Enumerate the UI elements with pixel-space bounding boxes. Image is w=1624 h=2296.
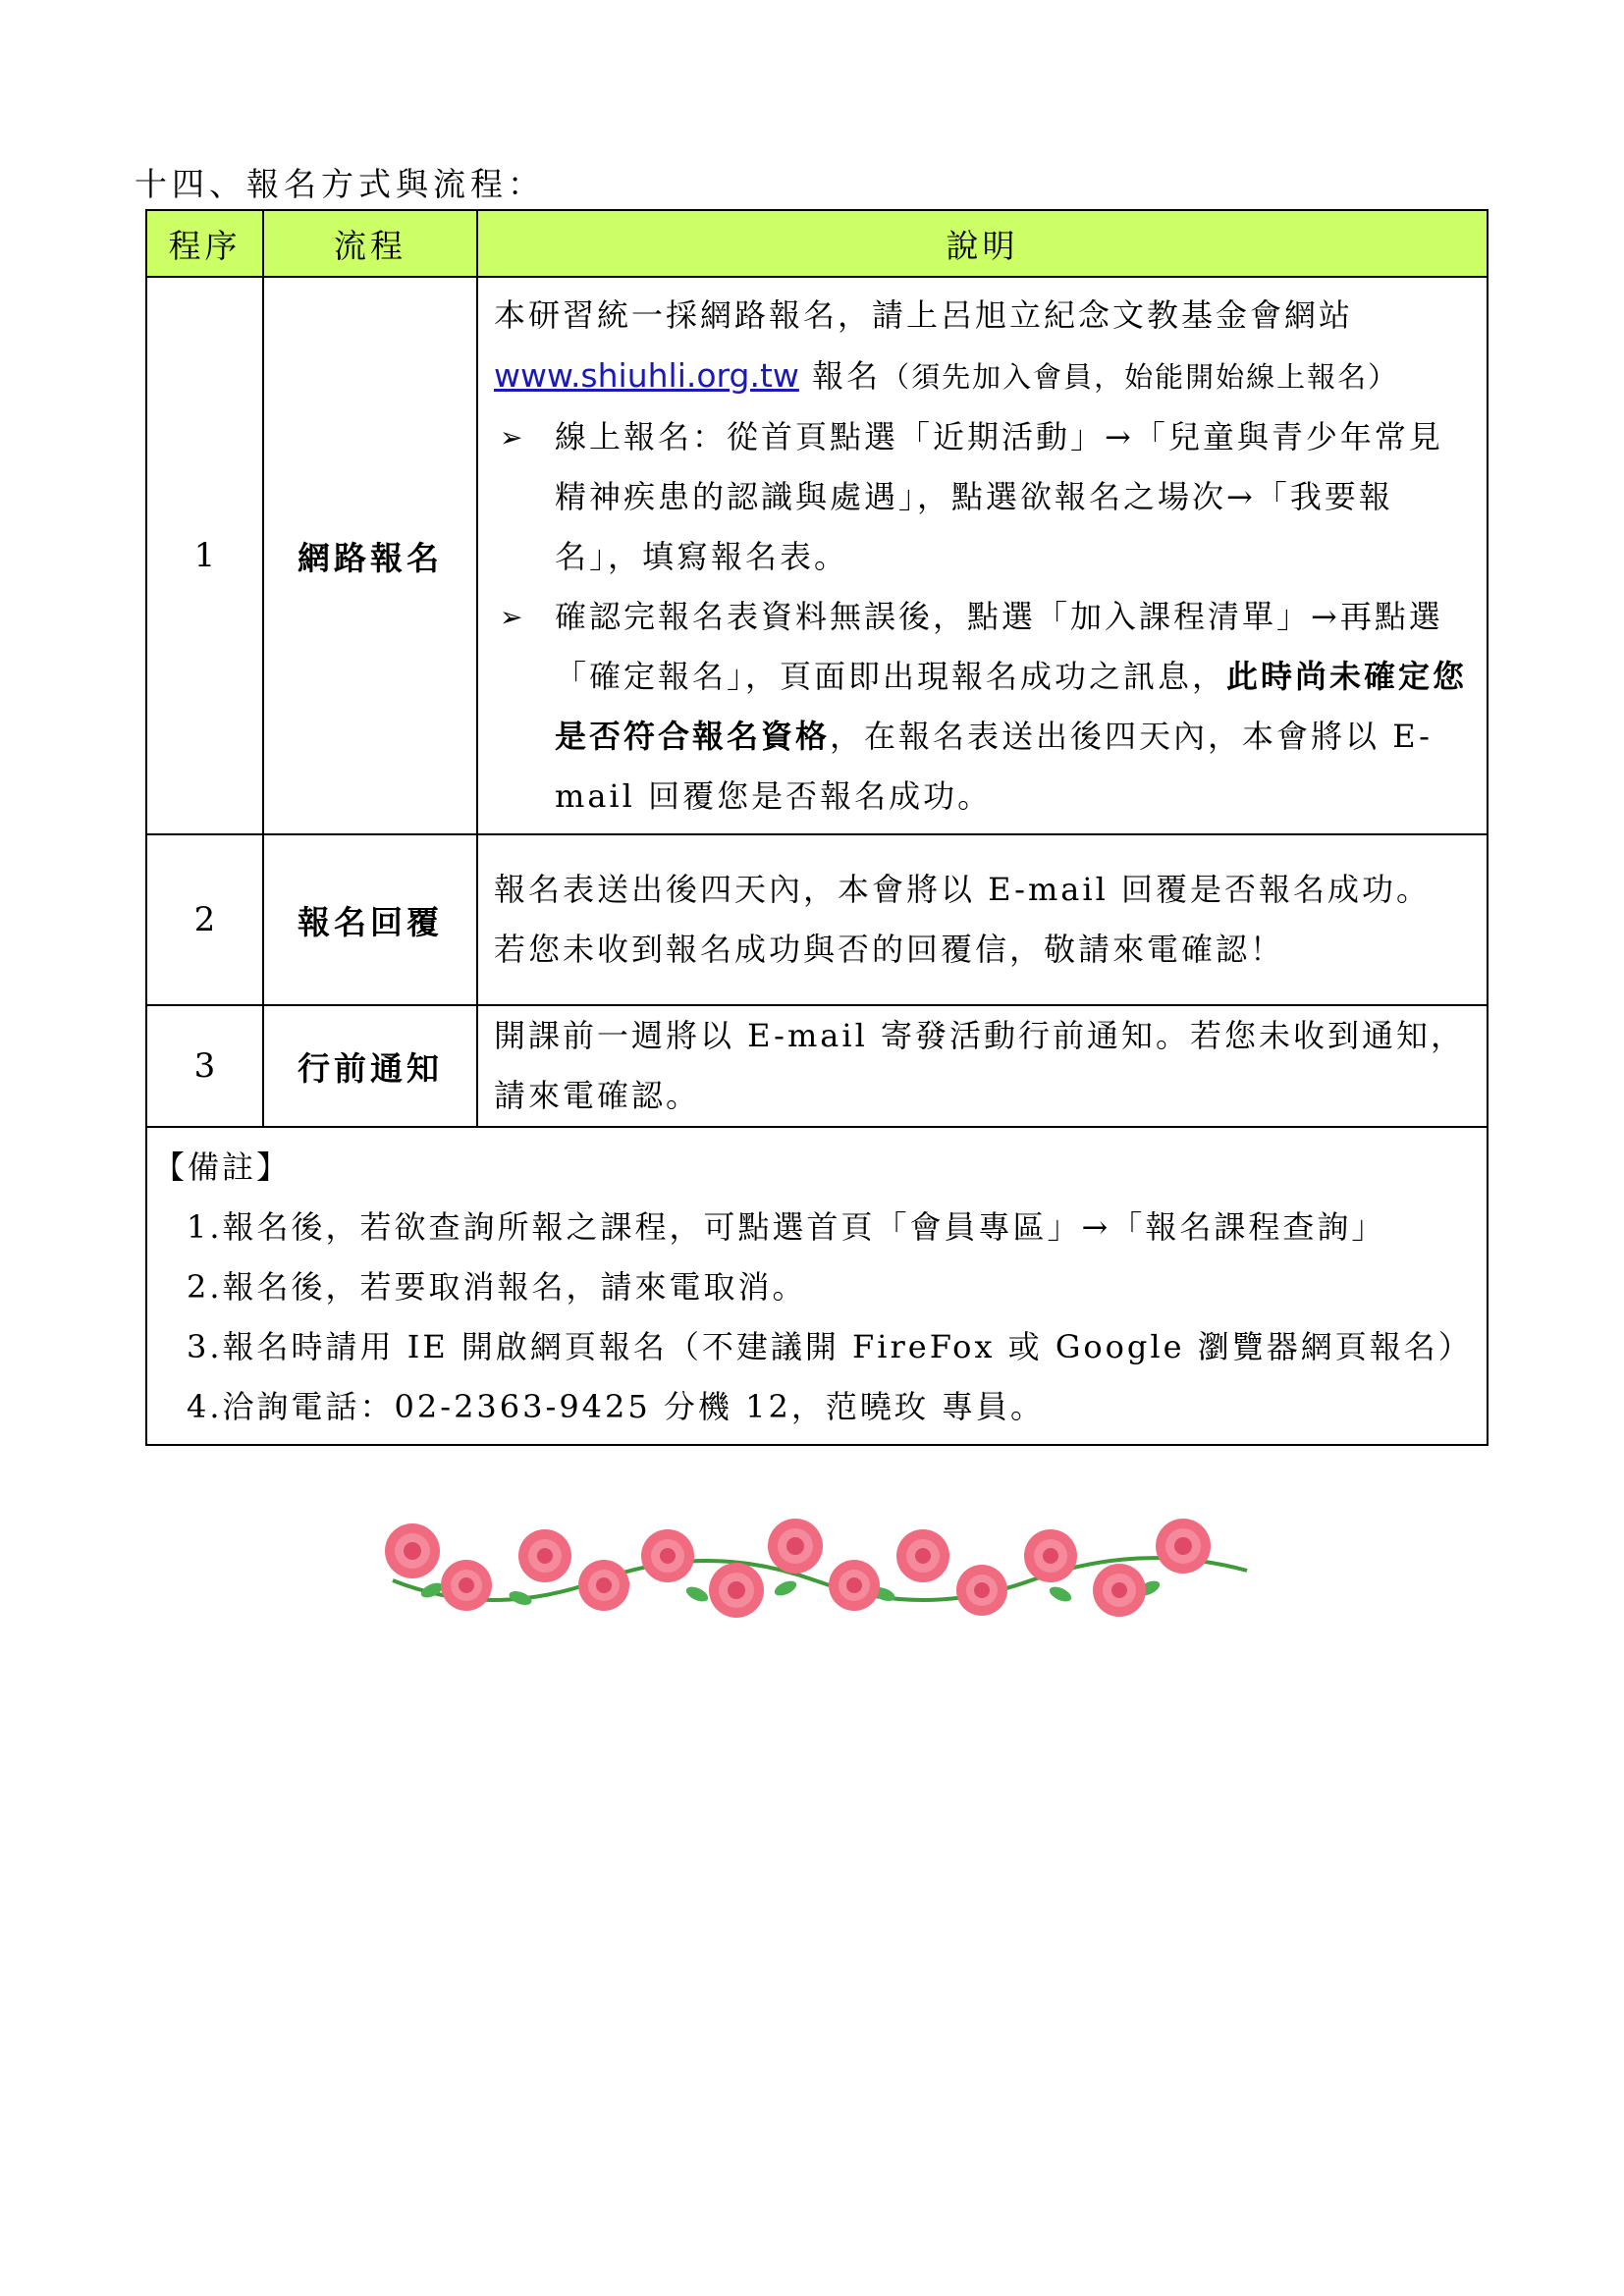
rose-garland-icon — [373, 1512, 1267, 1629]
registration-flow-table — [145, 209, 1489, 1446]
step-number: 1 — [146, 277, 263, 834]
description-cell — [477, 1005, 1488, 1127]
section-title: 十四、報名方式與流程： — [135, 165, 545, 203]
flow-name: 報名回覆 — [263, 834, 477, 1005]
header-flow: 流程 — [263, 210, 477, 277]
notes-title: 【備註】 — [153, 1148, 292, 1186]
table-header-row — [146, 210, 1488, 277]
header-step: 程序 — [146, 210, 263, 277]
notice-text: 開課前一週將以 E-mail 寄發活動行前通知。若您未收到通知，請來電確認。 — [494, 1017, 1466, 1114]
confirm-text-a: 確認完報名表資料無誤後，點選「加入課程清單」→再點選「確定報名」，頁面即出現報名成功之訊息， — [555, 597, 1443, 695]
bullet-confirm-text — [555, 587, 1473, 827]
reply-line-1: 報名表送出後四天內，本會將以 E-mail 回覆是否報名成功。 — [494, 871, 1432, 908]
website-link[interactable]: www.shiuhli.org.tw — [494, 355, 799, 395]
bullet-online-text: 線上報名：從首頁點選「近期活動」→「兒童與青少年常見精神疾患的認識與處遇」，點選欲報名之場次→「我要報名」，填寫報名表。 — [555, 417, 1443, 575]
description-cell — [477, 277, 1488, 834]
note-item: 4.洽詢電話：02-2363-9425 分機 12，范曉玫 專員。 — [187, 1387, 1045, 1425]
intro-text: 本研習統一採網路報名，請上呂旭立紀念文教基金會網站 — [494, 295, 1354, 334]
note-item: 1.報名後，若欲查詢所報之課程，可點選首頁「會員專區」→「報名課程查詢」 — [187, 1207, 1386, 1246]
flow-name: 網路報名 — [263, 277, 477, 834]
step-number: 2 — [146, 834, 263, 1005]
eligibility-warning: 此時尚未確定您是否符合報名資格 — [555, 657, 1468, 755]
header-desc: 說明 — [477, 210, 1488, 277]
arrow-bullet-icon: ➢ — [500, 600, 526, 633]
member-note: （須先加入會員，始能開始線上報名） — [881, 359, 1399, 394]
list-item — [494, 407, 1473, 587]
description-cell — [477, 834, 1488, 1005]
table-row — [146, 834, 1488, 1005]
notes-row — [146, 1127, 1488, 1445]
arrow-bullet-icon: ➢ — [500, 420, 526, 454]
website-line — [494, 346, 1473, 407]
reply-line-2: 若您未收到報名成功與否的回覆信，敬請來電確認！ — [494, 931, 1285, 968]
notes-cell — [146, 1127, 1488, 1445]
note-item: 2.報名後，若要取消報名，請來電取消。 — [187, 1267, 807, 1306]
after-link-text: 報名 — [798, 356, 882, 395]
table-row — [146, 277, 1488, 834]
list-item — [494, 587, 1473, 827]
note-item: 3.報名時請用 IE 開啟網頁報名（不建議開 FireFox 或 Google 瀏覽器網頁報名） — [187, 1327, 1473, 1365]
table-row — [146, 1005, 1488, 1127]
flow-name: 行前通知 — [263, 1005, 477, 1127]
step-number: 3 — [146, 1005, 263, 1127]
confirm-text-b: ，在報名表送出後四天內，本會將以 E-mail 回覆您是否報名成功。 — [555, 717, 1433, 815]
